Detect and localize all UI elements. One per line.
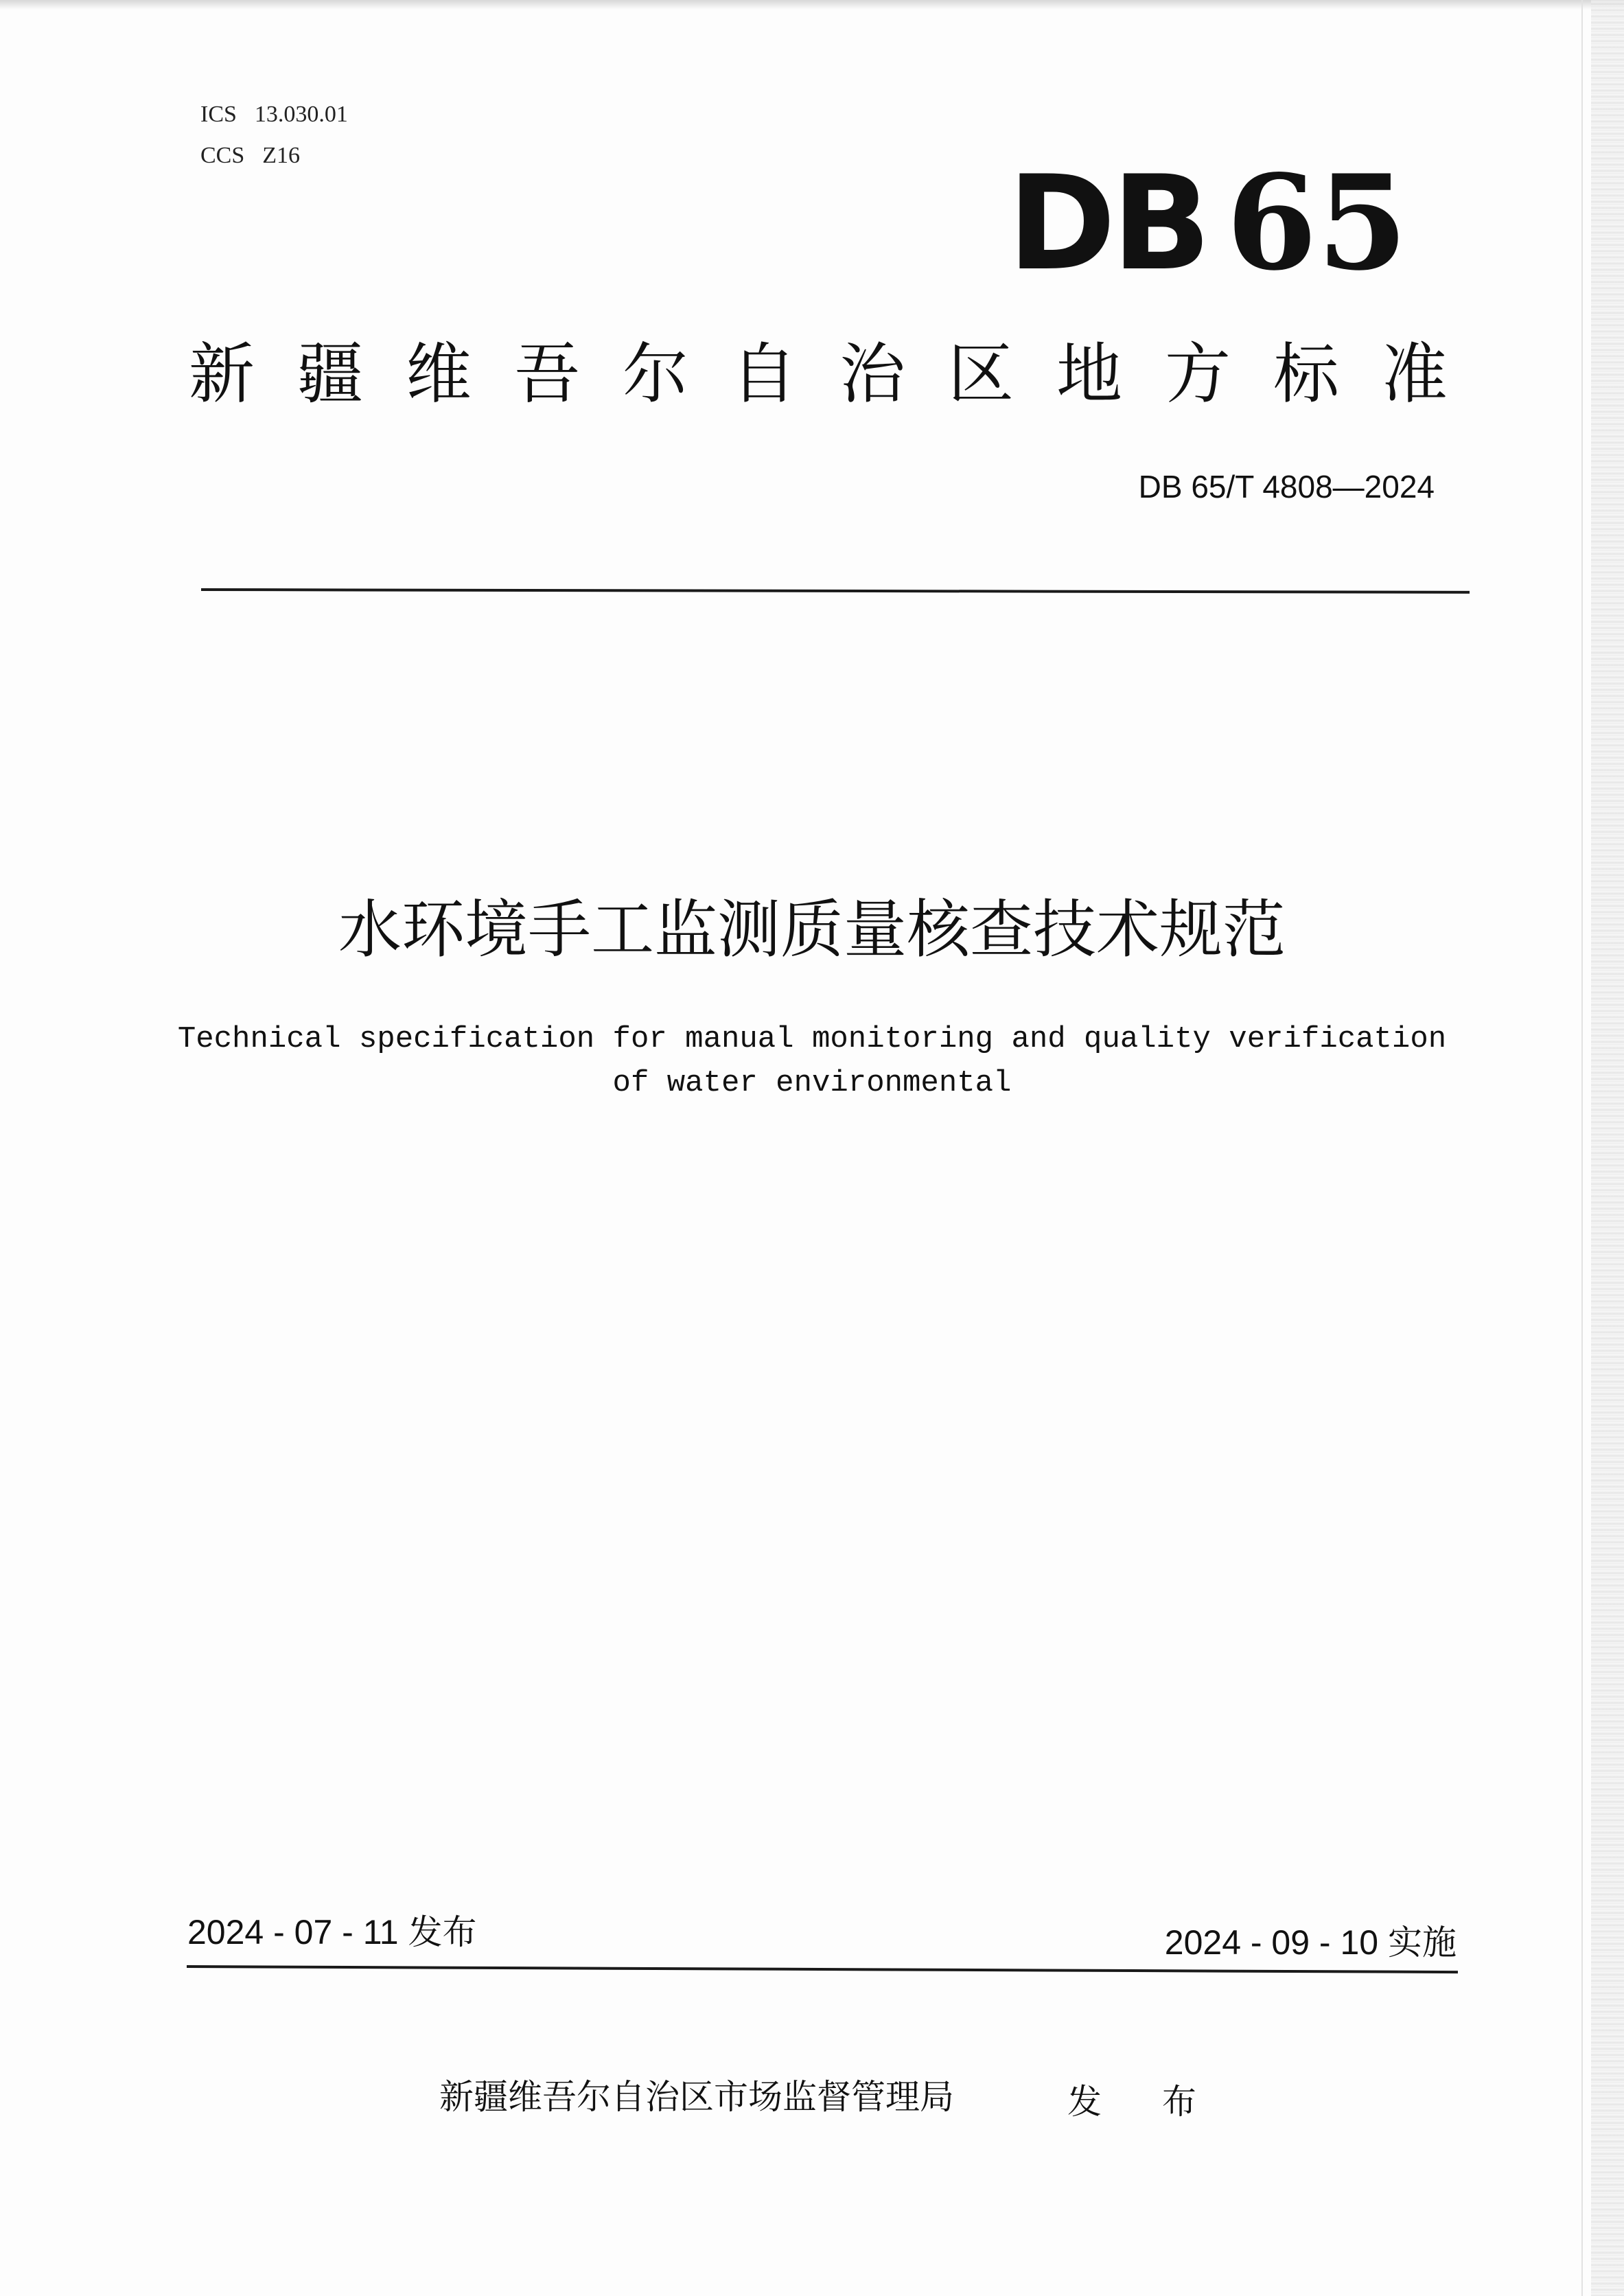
ics-value: 13.030.01 xyxy=(254,102,348,127)
scan-right-line xyxy=(1581,0,1583,2296)
english-title-line-2: of water environmental xyxy=(612,1066,1012,1100)
ccs-classification xyxy=(200,143,300,169)
implementation-date: 2024 - 09 - 10 实施 xyxy=(1164,1923,1457,1962)
db-standard-logo xyxy=(1008,146,1408,299)
header-divider xyxy=(201,588,1470,594)
document-title-english xyxy=(0,1017,1624,1105)
standard-number: DB 65/T 4808—2024 xyxy=(1138,469,1435,505)
standard-type-heading: 新疆维吾尔自治区地方标准 xyxy=(189,336,1490,413)
publishing-authority: 新疆维吾尔自治区市场监督管理局 xyxy=(439,2077,954,2117)
ics-label: ICS xyxy=(200,102,237,127)
footer-divider xyxy=(187,1965,1458,1973)
ccs-label: CCS xyxy=(200,143,245,168)
scan-top-edge xyxy=(0,0,1624,10)
document-title-chinese: 水环境手工监测质量核查技术规范 xyxy=(338,893,1286,966)
publish-label: 发 布 xyxy=(1067,2082,1221,2122)
scan-right-edge xyxy=(1591,0,1624,2296)
ccs-value: Z16 xyxy=(262,143,301,168)
logo-numbers: 65 xyxy=(1226,146,1408,299)
issue-date: 2024 - 07 - 11 发布 xyxy=(187,1913,477,1951)
english-title-line-1: Technical specification for manual monitoring and quality verification xyxy=(177,1022,1447,1056)
logo-letters: DB xyxy=(1008,148,1207,299)
ics-classification xyxy=(200,102,348,128)
